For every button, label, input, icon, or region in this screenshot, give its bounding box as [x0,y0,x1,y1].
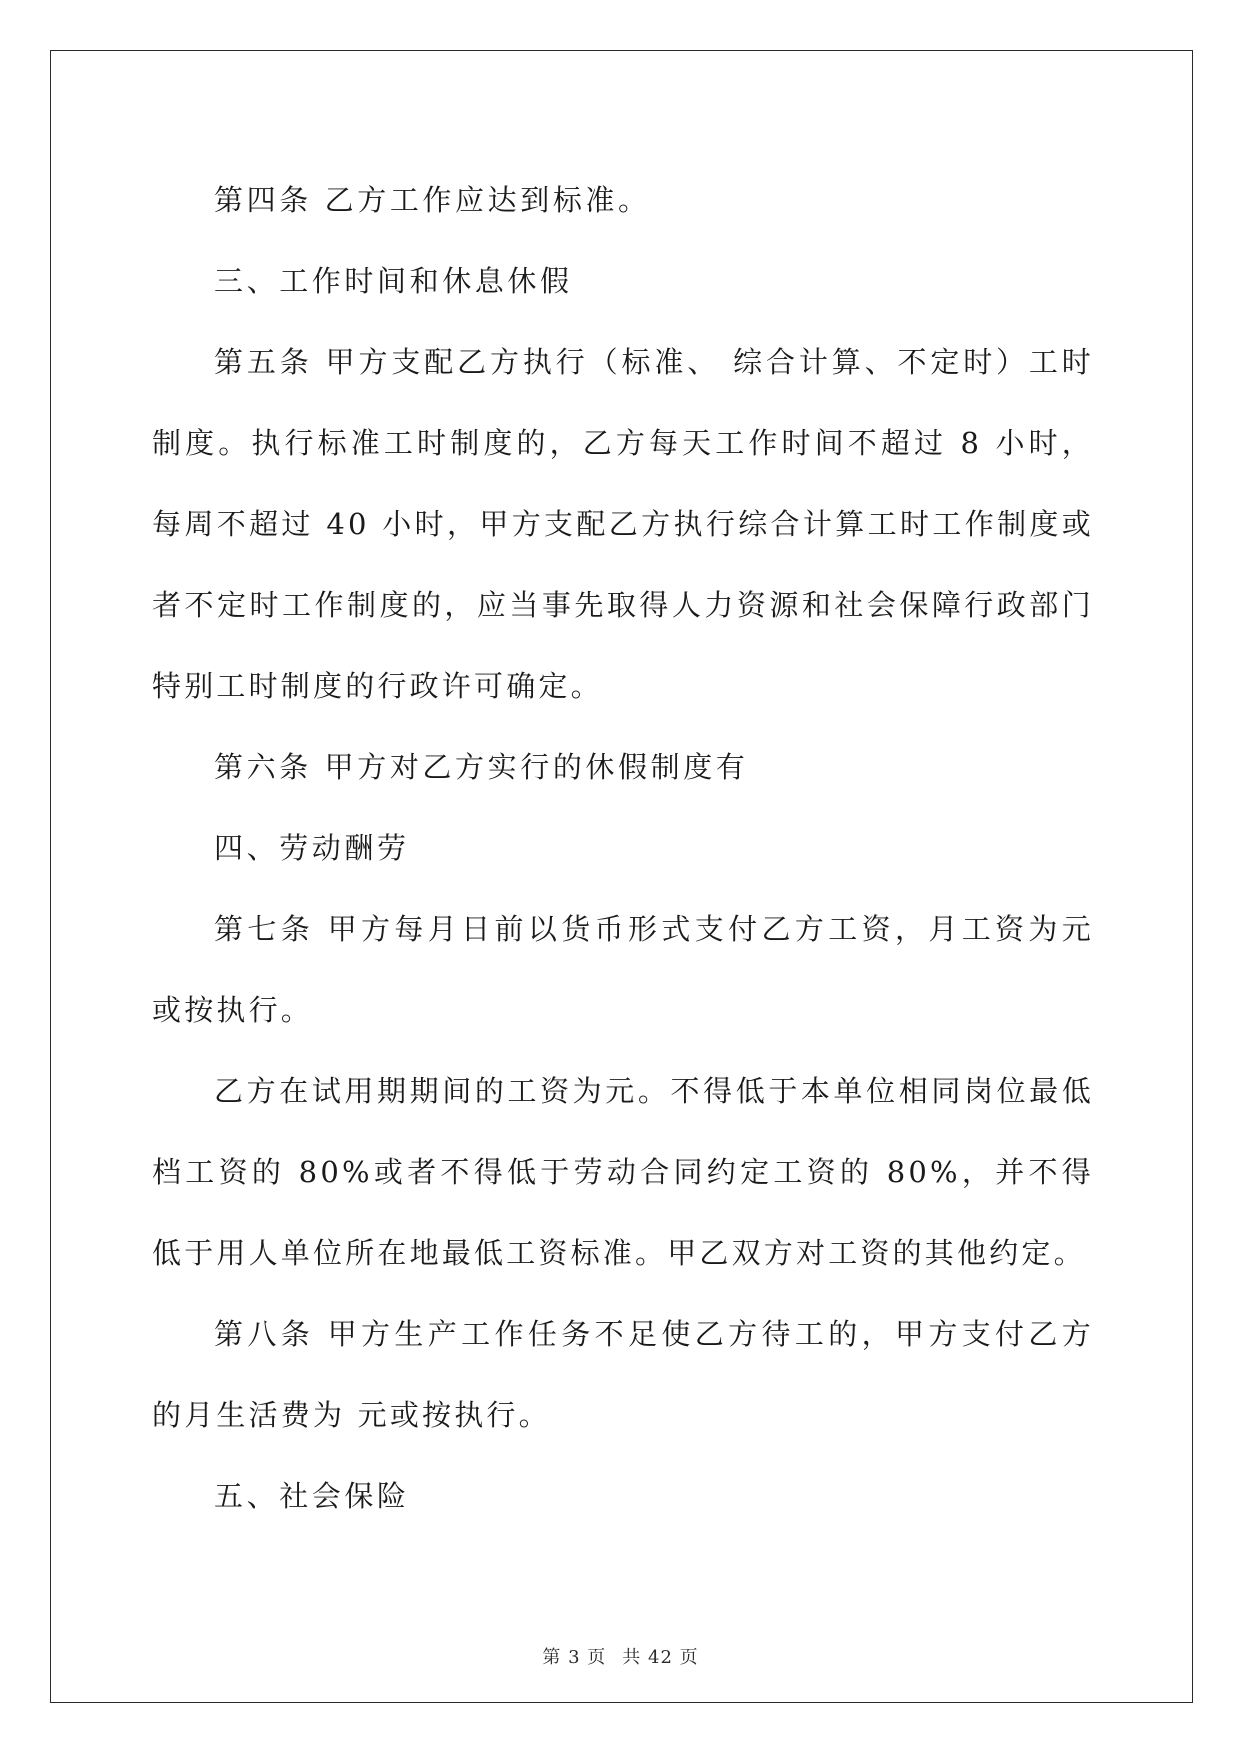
section-heading-4: 四、劳动酬劳 [214,831,410,865]
paragraph-probation-wage: 乙方在试用期期间的工资为元。不得低于本单位相同岗位最低档工资的 80%或者不得低于劳动合同约定工资的 80%，并不得低于用人单位所在地最低工资标准。甲乙双方对工资的其他约定。 [152,1074,1094,1270]
page-number: 第 3 页 [542,1647,607,1668]
paragraph-article-6: 第六条 甲方对乙方实行的休假制度有 [214,750,749,784]
page-footer [0,1643,1241,1669]
section-heading-5: 五、社会保险 [214,1479,410,1513]
page-total: 共 42 页 [622,1647,699,1668]
section-heading-3: 三、工作时间和休息休假 [214,264,573,298]
paragraph-article-5: 第五条 甲方支配乙方执行（标准、 综合计算、不定时）工时制度。执行标准工时制度的，乙方每天工作时间不超过 8 小时，每周不超过 40 小时，甲方支配乙方执行综合计算工时工作制度或者不定时工作制度的，应当事先取得人力资源和社会保障行政部门特别工时制度的行政许可确定。 [152,345,1094,703]
paragraph-article-7: 第七条 甲方每月日前以货币形式支付乙方工资，月工资为元或按执行。 [152,912,1094,1027]
document-body [152,160,1094,1537]
paragraph-article-4: 第四条 乙方工作应达到标准。 [214,183,651,217]
paragraph-article-8: 第八条 甲方生产工作任务不足使乙方待工的，甲方支付乙方的月生活费为 元或按执行。 [152,1317,1094,1432]
